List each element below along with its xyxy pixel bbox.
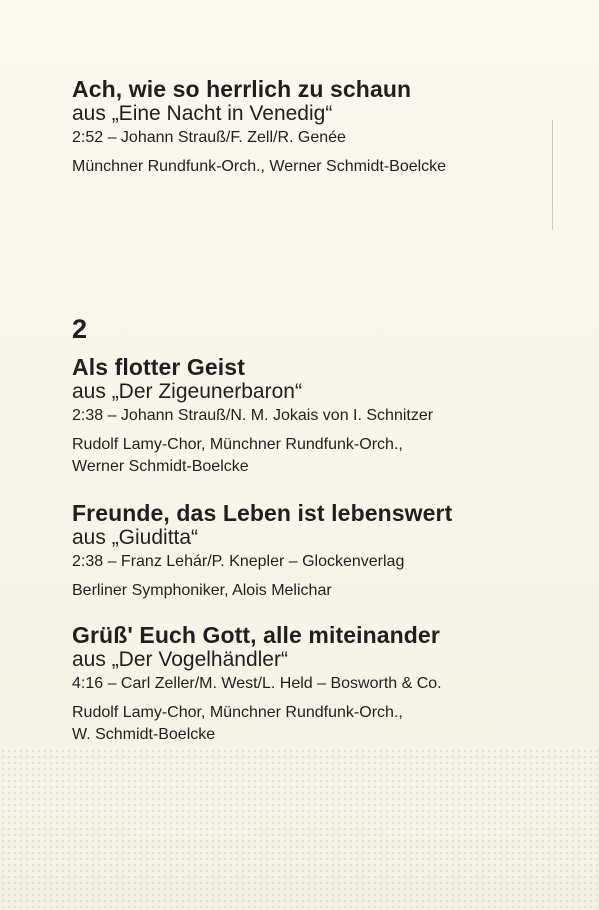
track-title: Ach, wie so herrlich zu schaun: [72, 76, 412, 102]
track-entry: [72, 622, 592, 746]
track-credits: 2:38 – Johann Strauß/N. M. Jokais von I. Schnitzer: [72, 407, 434, 424]
track-entry: [72, 500, 592, 602]
track-source: aus „Eine Nacht in Venedig“: [72, 102, 333, 125]
track-performers: [72, 702, 592, 746]
track-source: aus „Giuditta“: [72, 526, 199, 549]
performers-line: Rudolf Lamy-Chor, Münchner Rundfunk-Orch.,: [72, 704, 403, 721]
track-source: aus „Der Zigeunerbaron“: [72, 380, 302, 403]
track-entry: [72, 76, 592, 178]
dotted-texture: [0, 748, 599, 910]
track-title: Freunde, das Leben ist lebenswert: [72, 500, 453, 526]
track-performers: [72, 434, 592, 478]
track-credits: 2:52 – Johann Strauß/F. Zell/R. Genée: [72, 129, 346, 146]
performers-line: Werner Schmidt-Boelcke: [72, 458, 249, 475]
track-performers: Münchner Rundfunk-Orch., Werner Schmidt-Boelcke: [72, 158, 447, 175]
track-entry: [72, 354, 592, 478]
side-number: 2: [72, 314, 88, 344]
performers-line: W. Schmidt-Boelcke: [72, 726, 216, 743]
track-source: aus „Der Vogelhändler“: [72, 648, 288, 671]
track-performers: Berliner Symphoniker, Alois Melichar: [72, 582, 332, 599]
track-credits: 4:16 – Carl Zeller/M. West/L. Held – Bosworth & Co.: [72, 675, 442, 692]
track-credits: 2:38 – Franz Lehár/P. Knepler – Glockenverlag: [72, 553, 405, 570]
performers-line: Rudolf Lamy-Chor, Münchner Rundfunk-Orch.,: [72, 436, 403, 453]
track-title: Als flotter Geist: [72, 354, 245, 380]
track-title: Grüß' Euch Gott, alle miteinander: [72, 622, 440, 648]
